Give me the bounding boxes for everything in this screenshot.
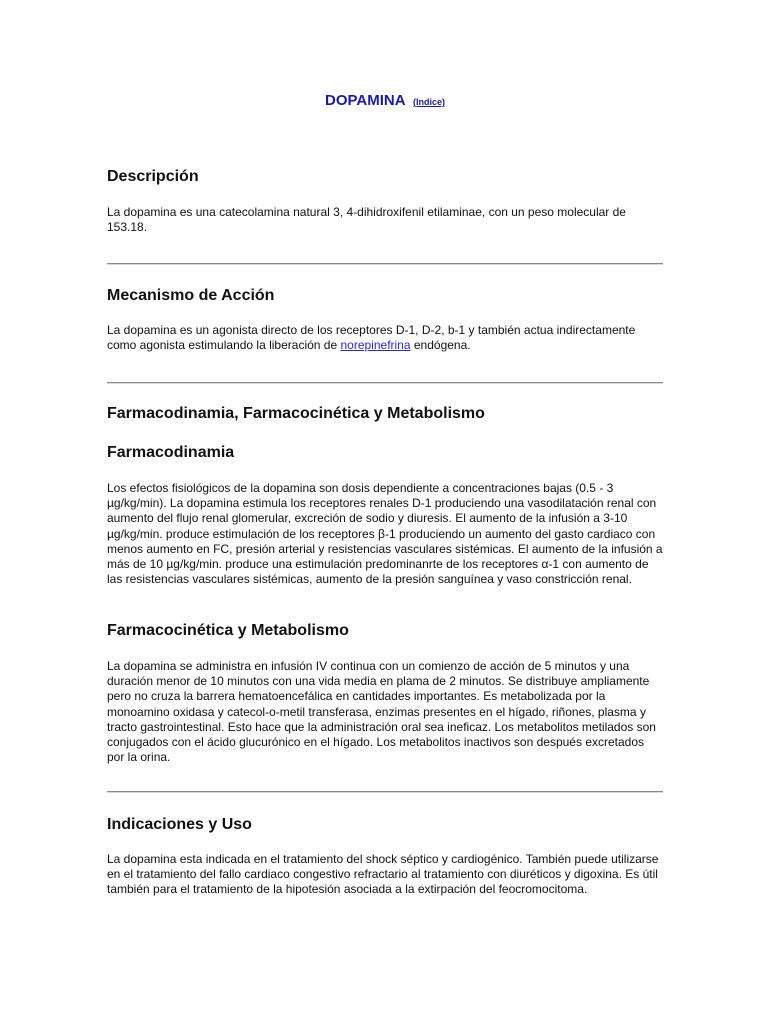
heading-farmaco: Farmacodinamia, Farmacocinética y Metabolismo bbox=[107, 405, 485, 422]
farmacocinetica-body bbox=[107, 659, 663, 765]
section-farmacodinamia bbox=[107, 443, 663, 463]
heading-farmacodinamia: Farmacodinamia bbox=[107, 444, 235, 461]
heading-indicaciones: Indicaciones y Uso bbox=[107, 816, 252, 833]
farmacodinamia-body bbox=[107, 481, 663, 587]
section-indicaciones bbox=[107, 815, 663, 835]
section-farmacocinetica bbox=[107, 621, 663, 641]
section-mecanismo bbox=[107, 286, 663, 306]
indicaciones-text: La dopamina esta indicada en el tratamiento del shock séptico y cardiogénico. También puede utilizarse en el tratamiento del fallo cardiaco congestivo refractario al tratamiento con diuréticos y digoxina. Es útil también para el tratamiento de la hipotesión asociada a la extirpación del feocromocitoma. bbox=[107, 852, 659, 897]
page-title: DOPAMINA bbox=[324, 92, 406, 109]
index-link[interactable]: (Indice) bbox=[413, 97, 446, 107]
section-farmaco bbox=[107, 404, 663, 424]
farmacocinetica-text: La dopamina se administra en infusión IV continua con un comienzo de acción de 5 minutos y una duración menor de 10 minutos con una vida media en plama de 2 minutos. Se distribuye ampliamente pero no cruza la barrera hematoencefálica en cantidades importantes. Es metabolizada por la monoamino oxidasa y catecol-o-metil transferasa, enzimas presentes en el hígado, riñones, plasma y tracto gastrointestinal. Esto hace que la administración oral sea ineficaz. Los metabolitos metilados son conjugados con el ácido glucurónico en el hígado. Los metabolitos inactivos son después excretados por la orina. bbox=[107, 659, 656, 765]
farmacodinamia-text: Los efectos fisiológicos de la dopamina son dosis dependiente a concentraciones bajas (0.5 - 3 µg/kg/min). La dopamina estimula los receptores renales D-1 produciendo una vasodilatación renal con aumento del flujo renal glomerular, excreción de sodio y diuresis. El aumento de la infusión a 3-10 µg/kg/min. produce estimulación de los receptores β-1 produciendo un aumento del gasto cardiaco con menos aumento en FC, presión arterial y resistencias vasculares sistémicas. El aumento de la infusión a más de 10 µg/kg/min. produce una estimulación predominanrte de los receptores α-1 con aumento de las resistencias vasculares sistémicas, aumento de la presión sanguínea y vaso constricción renal. bbox=[107, 481, 663, 587]
divider-2 bbox=[107, 382, 663, 384]
norepinefrina-link[interactable]: norepinefrina bbox=[340, 338, 411, 353]
mecanismo-body bbox=[107, 323, 663, 353]
heading-mecanismo: Mecanismo de Acción bbox=[107, 287, 275, 304]
descripcion-text: La dopamina es una catecolamina natural 3, 4-dihidroxifenil etilaminae, con un peso molecular de 153.18. bbox=[107, 205, 626, 235]
mecanismo-text-after: endógena. bbox=[410, 338, 471, 353]
indicaciones-body bbox=[107, 852, 663, 898]
title-row bbox=[107, 92, 663, 110]
section-descripcion bbox=[107, 167, 663, 187]
divider-1 bbox=[107, 263, 663, 265]
descripcion-body bbox=[107, 205, 663, 235]
mecanismo-text bbox=[107, 323, 663, 353]
heading-descripcion: Descripción bbox=[107, 168, 199, 185]
mecanismo-text-before: La dopamina es un agonista directo de los receptores D-1, D-2, b-1 y también actua indirectamente como agonista estimulando la liberación de bbox=[107, 323, 636, 353]
heading-farmacocinetica: Farmacocinética y Metabolismo bbox=[107, 622, 349, 639]
divider-3 bbox=[107, 791, 663, 793]
